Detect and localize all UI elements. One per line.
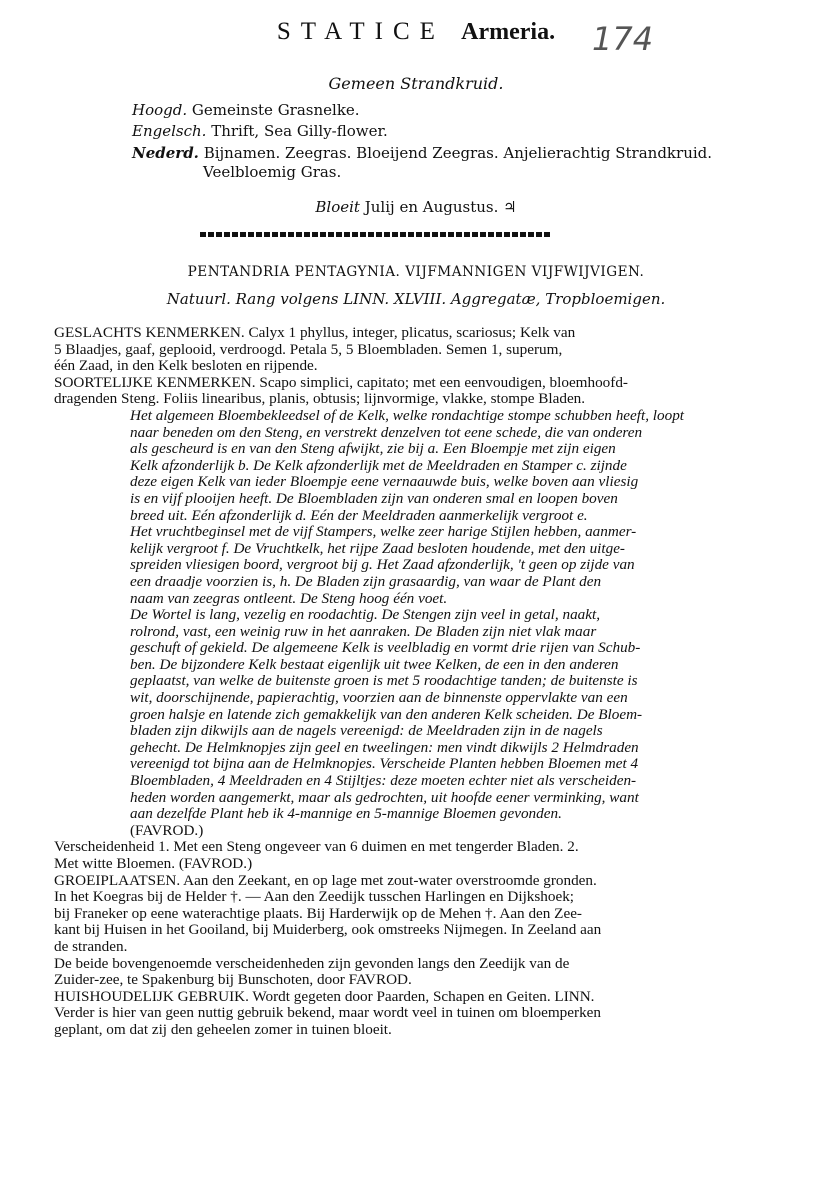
text-line: naar beneden om den Steng, en verstrekt denzelven tot eene schede, die van onderen [130,423,643,441]
text-line: Verder is hier van geen nuttig gebruik bekend, maar wordt veel in tuinen om bloemperken [54,1004,602,1022]
text-line: geplant, om dat zij den geheelen zomer in tuinen bloeit. [54,1020,392,1038]
classification: PENTANDRIA PENTAGYNIA. VIJFMANNIGEN VIJFWIJVIGEN. [187,264,645,280]
name-engelsch-label: Engelsch. [132,122,207,140]
text-line: één Zaad, in den Kelk besloten en rijpende. [54,357,318,375]
text-line: Het vruchtbeginsel met de vijf Stampers, welke zeer harige Stijlen hebben, aanmer- [130,523,637,541]
text-line: vereenigd tot bijna aan de Helmknopjes. Verscheide Planten hebben Bloemen met 4 [130,755,639,773]
title-genus: Armeria. [461,19,556,45]
text-line: In het Koegras bij de Helder †. — Aan den Zeedijk tusschen Harlingen en Dijkshoek; [54,888,575,906]
name-hoogd [132,101,360,119]
text-line: naam van zeegras ontleent. De Steng hoog één voet. [130,589,448,607]
text-line: bladen zijn dikwijls aan de nagels vereenigd: de Meeldraden zijn in de nagels [130,722,603,740]
text-line: HUISHOUDELIJK GEBRUIK. Wordt gegeten door Paarden, Schapen en Geiten. LINN. [54,987,595,1005]
text-line: spreiden vliesigen boord, vergroot bij g. Het Zaad afzonderlijk, 't geen op zijde van [130,556,635,574]
name-engelsch-text: Thrift, Sea Gilly-flower. [211,122,388,140]
text-line: heden worden aangemerkt, maar als gedrochten, uit hoofde eener verminking, want [130,788,639,806]
text-line: de stranden. [54,937,128,955]
text-line: Met witte Bloemen. (FAVROD.) [54,855,253,872]
page-title [0,18,832,46]
text-line: kant bij Huisen in het Gooiland, bij Muiderberg, ook omstreeks Nijmegen. In Zeeland aan [54,921,602,939]
text-line: groen halsje en latende zich gemakkelijk van den anderen Kelk scheiden. De Bloem- [130,705,643,723]
handwritten-page-number: 174 [592,20,654,58]
text-line: geplaatst, van welke de buitenste groen is met 5 roodachtige tanden; de buitenste is [130,672,638,690]
text-line: als gescheurd is en van den Steng afwijkt, zie bij a. Een Bloempje met zijn eigen [130,440,616,458]
name-hoogd-text: Gemeinste Grasnelke. [191,101,360,119]
dutch-name: Gemeen Strandkruid. [328,74,504,93]
text-line: GESLACHTS KENMERKEN. Calyx 1 phyllus, integer, plicatus, scariosus; Kelk van [54,324,576,341]
text-line: een draadje voorzien is, h. De Bladen zijn grasaardig, van waar de Plant den [130,572,602,590]
text-line: is en vijf plooijen heeft. De Bloembladen zijn van onderen smal en loopen boven [130,489,618,507]
bloom-text: Julij en Augustus. ♃ [364,198,517,216]
text-line: dragenden Steng. Foliis linearibus, planis, obtusis; lijnvormige, vlakke, stompe Bladen. [54,390,586,408]
text-line: breed uit. Eén afzonderlijk d. Eén der Meeldraden aanmerkelijk vergroot e. [130,506,588,524]
text-line: geschuft of gekield. De algemeene Kelk is veelbladig en vormt drie rijen van Schub- [130,639,641,657]
name-veelbloemig: Veelbloemig Gras. [203,163,342,181]
text-line: De Wortel is lang, vezelig en roodachtig. De Stengen zijn veel in getal, naakt, [130,606,601,624]
text-line: rolrond, vast, een weinig ruw in het aanraken. De Bladen zijn niet vlak maar [130,622,597,640]
name-engelsch [132,122,388,140]
text-line: wit, doorschijnende, papierachtig, voorzien aan de binnenste oppervlakte van een [130,689,628,707]
bloom-label: Bloeit [315,198,360,216]
body-text [54,325,780,1039]
text-line: bij Franeker op eene waterachtige plaats. Bij Harderwijk op de Mehen †. Aan den Zee- [54,904,582,922]
text-line: deze eigen Kelk van ieder Bloempje eene vernaauwde buis, welke boven aan vliesig [130,473,639,491]
text-line: Kelk afzonderlijk b. De Kelk afzonderlijk met de Meeldraden en Stamper c. zijnde [130,456,627,474]
text-line: Bloembladen, 4 Meeldraden en 4 Stijltjes: deze moeten echter niet als verscheiden- [130,772,637,790]
ornamental-divider [200,232,550,237]
text-line: kelijk vergroot f. De Vruchtkelk, het rijpe Zaad besloten houdende, met den uitge- [130,539,625,557]
text-line: 5 Blaadjes, gaaf, geplooid, verdroogd. Petala 5, 5 Bloembladen. Semen 1, superum, [54,340,563,358]
text-line: Zuider-zee, te Spakenburg bij Bunschoten, door FAVROD. [54,971,412,989]
text-line: (FAVROD.) [130,821,204,839]
text-line: gehecht. De Helmknopjes zijn geel en tweelingen: men vindt dikwijls 2 Helmdraden [130,738,639,756]
natural-rank: Natuurl. Rang volgens LINN. XLVIII. Aggregatæ, Tropbloemigen. [166,290,666,308]
name-hoogd-label: Hoogd. [132,101,188,119]
title-statice: STATICE [276,18,445,45]
text-line: De beide bovengenoemde verscheidenheden zijn gevonden langs den Zeedijk van de [54,954,570,972]
name-nederd-label: Nederd. [132,144,199,162]
text-line: Het algemeen Bloembekleedsel of de Kelk, welke rondachtige stompe schubben heeft, loopt [130,406,685,424]
text-line: Verscheidenheid 1. Met een Steng ongeveer van 6 duimen en met tengerder Bladen. 2. [54,838,579,856]
name-nederd [132,144,712,162]
bloom-time [0,198,832,216]
text-line: GROEIPLAATSEN. Aan den Zeekant, en op lage met zout-water overstroomde gronden. [54,871,597,889]
text-line: ben. De bijzondere Kelk bestaat eigenlijk uit twee Kelken, de een in den anderen [130,655,619,673]
text-line: aan dezelfde Plant heb ik 4-mannige en 5-mannige Bloemen gevonden. [130,805,562,823]
name-nederd-text: Bijnamen. Zeegras. Bloeijend Zeegras. Anjelierachtig Strandkruid. [203,144,713,162]
text-line: SOORTELIJKE KENMERKEN. Scapo simplici, capitato; met een eenvoudigen, bloemhoofd- [54,373,628,391]
